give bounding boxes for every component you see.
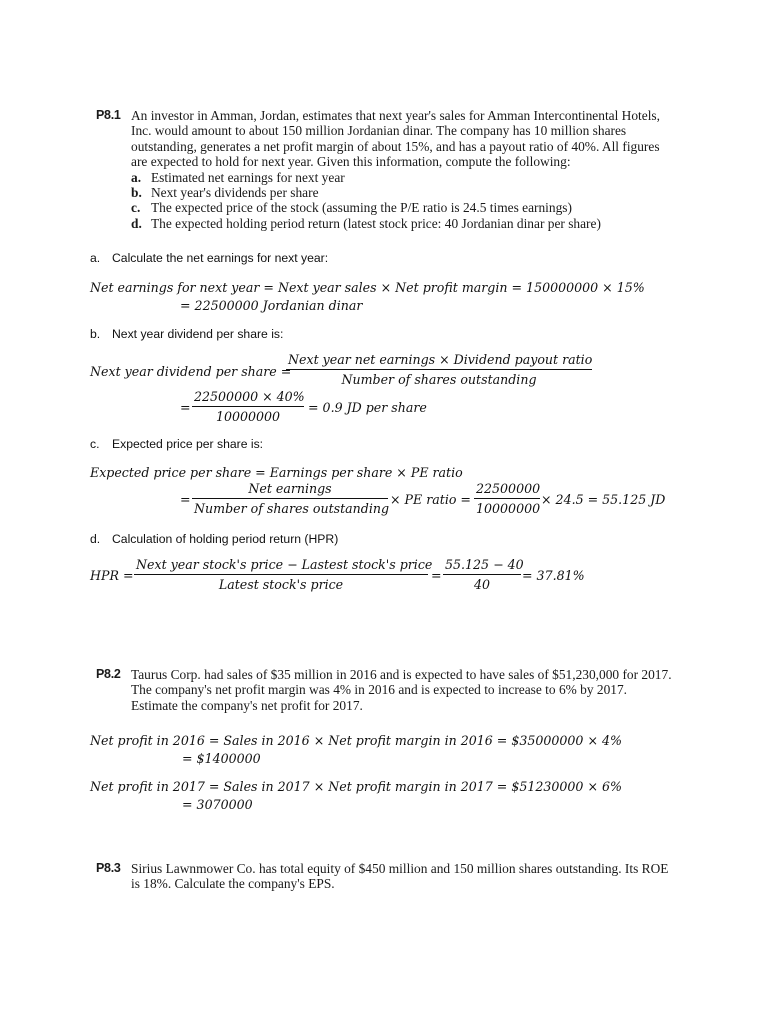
equation-b-eq: = — [180, 400, 191, 415]
problem-text: An investor in Amman, Jordan, estimates that next year's sales for Amman Intercontinental Hotels, Inc. would amount to about 150 million Jordanian dinar. The company has 10 million shares outstanding, generates a net profit margin of about 15%, and has a payout ratio of 40%. All figures are expected to hold for next year. Given this information, compute the following: — [131, 108, 660, 170]
problem-text: Sirius Lawnmower Co. has total equity of $450 million and 150 million shares outstanding. Its ROE is 18%. Calculate the company's EPS. — [131, 861, 669, 892]
denominator: Latest stock's price — [218, 577, 344, 592]
numerator: 55.125 − 40 — [445, 557, 524, 572]
equation-d-lhs: HPR = — [90, 568, 134, 583]
problem-text: Taurus Corp. had sales of $35 million in 2016 and is expected to have sales of $51,230,000 for 2017. The company's net profit margin was 4% in 2016 and is expected to increase to 6% by 2017. Estimate the company's net profit for 2017. — [131, 667, 672, 713]
item-letter: b. — [131, 185, 142, 201]
numerator: Net earnings — [248, 481, 332, 496]
problem-id: P8.3 — [96, 861, 121, 875]
problem-id: P8.2 — [96, 667, 121, 681]
heading-text: Next year dividend per share is: — [112, 327, 284, 341]
equation-c-line1: Expected price per share = Earnings per share × PE ratio — [90, 465, 463, 480]
problem-item — [131, 170, 676, 185]
problem-p8-1 — [96, 108, 676, 231]
fraction-d-2 — [443, 557, 524, 592]
problem-p8-2 — [96, 667, 676, 713]
heading-letter: c. — [90, 437, 100, 451]
heading-letter: b. — [90, 327, 101, 341]
equation-b-result: = 0.9 JD per share — [308, 400, 427, 415]
item-text: Next year's dividends per share — [151, 185, 319, 201]
fraction-b-1 — [286, 352, 592, 387]
fraction-c-1 — [192, 481, 388, 516]
denominator: 10000000 — [215, 409, 281, 424]
numerator: Next year stock's price − Lastest stock's price — [136, 557, 433, 572]
fraction-b-2 — [192, 389, 304, 424]
equation-c-eq: = — [180, 492, 191, 507]
heading-text: Calculate the net earnings for next year: — [112, 251, 329, 265]
numerator: 22500000 × 40% — [194, 389, 305, 404]
solution-c-heading — [90, 437, 263, 451]
denominator: Number of shares outstanding — [341, 372, 537, 387]
equation-b-lhs: Next year dividend per share = — [90, 364, 292, 379]
fraction-c-2 — [474, 481, 540, 516]
equation-c-mid: × PE ratio = — [390, 492, 471, 507]
heading-letter: d. — [90, 532, 101, 546]
solution-d-heading — [90, 532, 338, 546]
equation-a-line2: = 22500000 Jordanian dinar — [180, 298, 363, 313]
item-text: Estimated net earnings for next year — [151, 169, 345, 185]
equation-d-eq: = — [431, 568, 442, 583]
item-text: The expected holding period return (latest stock price: 40 Jordanian dinar per share) — [151, 215, 601, 231]
equation-a-line1: Net earnings for next year = Next year sales × Net profit margin = 150000000 × 15% — [90, 280, 645, 295]
solution-a-heading — [90, 251, 328, 265]
equation-c-result: × 24.5 = 55.125 JD — [541, 492, 666, 507]
problem-p8-3 — [96, 861, 676, 892]
problem-item — [131, 200, 676, 215]
equation-p82-line1: Net profit in 2016 = Sales in 2016 × Net profit margin in 2016 = $35000000 × 4% — [90, 733, 622, 748]
problem-item — [131, 185, 676, 200]
denominator: 10000000 — [476, 501, 541, 516]
equation-d-result: = 37.81% — [522, 568, 585, 583]
problem-item — [131, 216, 676, 231]
solution-b-heading — [90, 327, 283, 341]
fraction-d-1 — [134, 557, 433, 592]
numerator: 22500000 — [476, 481, 541, 496]
equation-p82-line2: = $1400000 — [182, 751, 261, 766]
item-letter: d. — [131, 215, 142, 231]
numerator: Next year net earnings × Dividend payout ratio — [288, 352, 593, 367]
heading-text: Calculation of holding period return (HPR) — [112, 532, 339, 546]
denominator: 40 — [473, 577, 491, 592]
heading-letter: a. — [90, 251, 101, 265]
problem-id: P8.1 — [96, 108, 121, 122]
equation-p82-line3: Net profit in 2017 = Sales in 2017 × Net profit margin in 2017 = $51230000 × 6% — [90, 779, 622, 794]
heading-text: Expected price per share is: — [112, 437, 264, 451]
item-text: The expected price of the stock (assuming the P/E ratio is 24.5 times earnings) — [151, 200, 572, 216]
item-letter: a. — [131, 169, 142, 185]
equation-p82-line4: = 3070000 — [182, 797, 253, 812]
item-letter: c. — [131, 200, 141, 216]
denominator: Number of shares outstanding — [194, 501, 390, 516]
